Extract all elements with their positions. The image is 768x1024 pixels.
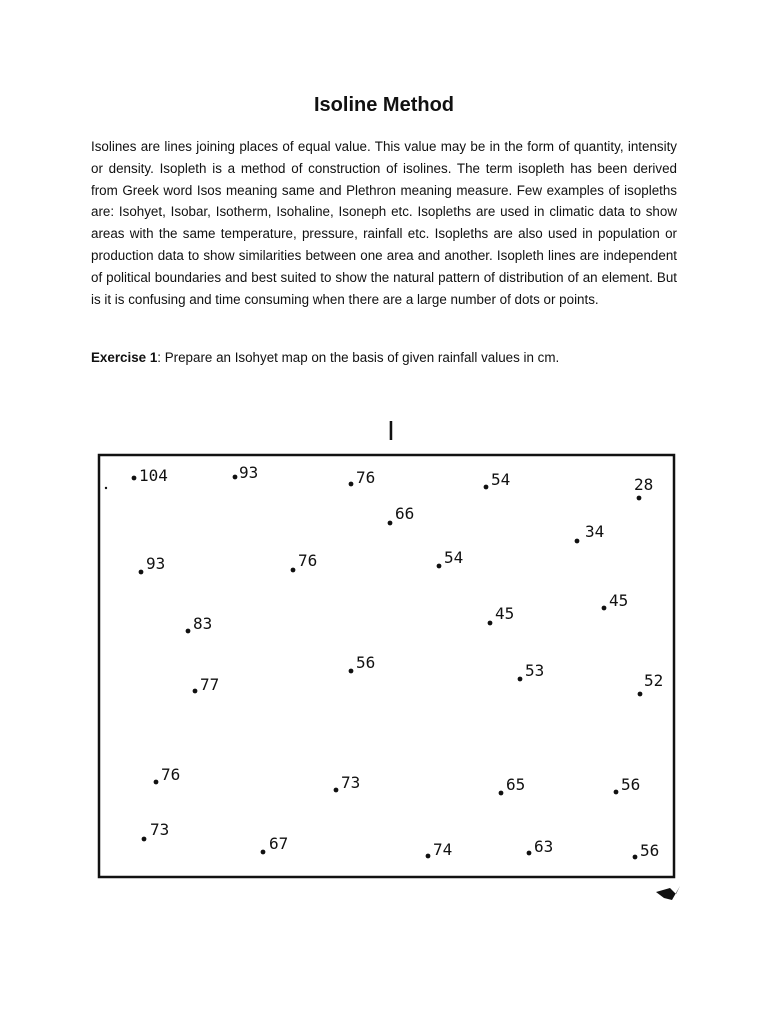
station-dot (633, 855, 638, 860)
station-value: 104 (139, 466, 168, 485)
exercise-text: : Prepare an Isohyet map on the basis of given rainfall values in cm. (157, 350, 560, 365)
station-value: 73 (341, 773, 361, 792)
station-dot (193, 689, 198, 694)
station-dot (484, 485, 489, 490)
station-dot (499, 791, 504, 796)
station-value: 77 (200, 675, 220, 694)
station-dot (154, 780, 159, 785)
rainfall-points (132, 463, 664, 860)
station-dot (602, 606, 607, 611)
station-dot (388, 521, 393, 526)
station-dot (291, 568, 296, 573)
exercise-label: Exercise 1 (91, 350, 158, 365)
station-dot (349, 669, 354, 674)
station-dot (527, 851, 532, 856)
page-title: Isoline Method (314, 94, 454, 116)
station-dot (132, 476, 137, 481)
station-value: 73 (150, 820, 170, 839)
station-value: 93 (146, 554, 166, 573)
station-value: 52 (644, 671, 664, 690)
station-value: 45 (495, 604, 515, 623)
station-value: 76 (298, 551, 318, 570)
station-dot (142, 837, 147, 842)
station-value: 66 (395, 504, 415, 523)
map-marker-label: I (387, 417, 395, 447)
stray-mark (105, 487, 107, 489)
station-dot (349, 482, 354, 487)
station-dot (261, 850, 266, 855)
station-dot (437, 564, 442, 569)
station-dot (186, 629, 191, 634)
station-value: 53 (525, 661, 545, 680)
station-value: 54 (491, 470, 511, 489)
station-value: 83 (193, 614, 213, 633)
station-dot (426, 854, 431, 859)
station-value: 93 (239, 463, 259, 482)
station-dot (488, 621, 493, 626)
station-value: 56 (356, 653, 376, 672)
station-dot (614, 790, 619, 795)
station-value: 76 (161, 765, 181, 784)
station-dot (334, 788, 339, 793)
station-value: 56 (640, 841, 660, 860)
station-dot (638, 692, 643, 697)
station-value: 67 (269, 834, 289, 853)
station-value: 54 (444, 548, 464, 567)
station-dot (637, 496, 642, 501)
station-value: 65 (506, 775, 526, 794)
station-dot (139, 570, 144, 575)
station-value: 56 (621, 775, 641, 794)
station-value: 28 (634, 475, 654, 494)
station-dot (575, 539, 580, 544)
map-frame (99, 455, 674, 877)
station-dot (233, 475, 238, 480)
rainfall-dot-map (0, 400, 768, 920)
station-dot (518, 677, 523, 682)
station-value: 63 (534, 837, 554, 856)
station-value: 74 (433, 840, 453, 859)
corner-scribble (656, 886, 680, 900)
station-value: 45 (609, 591, 629, 610)
station-value: 34 (585, 522, 605, 541)
exercise-instruction (91, 347, 677, 368)
body-paragraph: Isolines are lines joining places of equal value. This value may be in the form of quantity, intensity or density. Isopleth is a method of construction of isolines. The term isopleth has been derived from Greek word Isos meaning same and Plethron meaning measure. Few examples of isopleths are: Isohyet, Isobar, Isotherm, Isohaline, Isoneph etc. Isopleths are used in climatic data to show areas with the same temperature, pressure, rainfall etc. Isopleths are also used in population or production data to show similarities between one area and another. Isopleth lines are independent of political boundaries and best suited to show the natural pattern of distribution of an element. But is it is confusing and time consuming when there are a large number of dots or points. (91, 139, 677, 307)
station-value: 76 (356, 468, 376, 487)
